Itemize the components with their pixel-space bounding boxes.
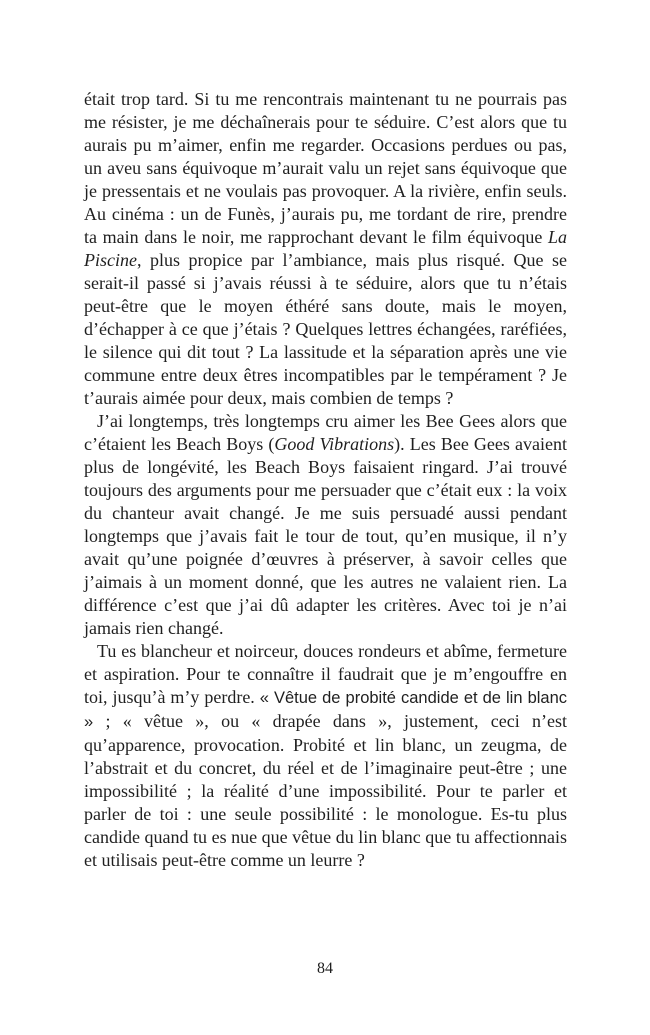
- paragraph-3-text-2: ; « vêtue », ou « drapée dans », justement, ceci n’est qu’apparence, provocation. Probité et lin blanc, un zeugma, de l’abstrait et du concret, du réel et de l’imaginaire peut-être ; une impossibilité ; la réalité d’une impossibilité. Pour te parler et parler de toi : une seule possibilité : le monologue. Es-tu plus candide quand tu es nue que vêtue du lin blanc que tu affectionnais et utilisais peut-être comme un leurre ?: [84, 711, 567, 870]
- page-body: [84, 88, 567, 872]
- quotation: « Vêtue de probité candide et de lin blanc »: [84, 689, 568, 731]
- paragraph-1-text-1: était trop tard. Si tu me rencontrais maintenant tu ne pourrais pas me résister, je me déchaînerais pour te séduire. C’est alors que tu aurais pu m’aimer, enfin me regarder. Occasions perdues ou pas, un aveu sans équivoque m’aurait valu un rejet sans équivoque que je pressentais et ne voulais pas provoquer. A la rivière, enfin seuls. Au cinéma : un de Funès, j’aurais pu, me tordant de rire, prendre ta main dans le noir, me rapprochant devant le film équivoque: [84, 89, 567, 247]
- paragraph-1: [84, 88, 567, 410]
- paragraph-2-text-2: ). Les Bee Gees avaient plus de longévité, les Beach Boys faisaient ringard. J’ai trouvé toujours des arguments pour me persuader que c’était eux : la voix du chanteur avait changé. Je me suis persuadé aussi pendant longtemps que j’avais fait le tour de tout, qu’en musique, il n’y avait qu’une poignée d’œuvres à préserver, à savoir celles que j’aimais à un moment donné, que les autres ne valaient rien. La différence c’est que j’ai dû adapter les critères. Avec toi je n’ai jamais rien changé.: [84, 434, 567, 638]
- paragraph-2: [84, 410, 567, 640]
- paragraph-2-text-1: J’ai longtemps, très longtemps cru aimer les Bee Gees alors que c’étaient les Beach Boys (: [84, 411, 567, 454]
- paragraph-3-text-1: Tu es blancheur et noirceur, douces rondeurs et abîme, fermeture et aspiration. Pour te connaître il faudrait que je m’engouffre en toi, jusqu’à m’y perdre.: [84, 641, 567, 707]
- paragraph-1-text-2: , plus propice par l’ambiance, mais plus risqué. Que se serait-il passé si j’avais réussi à te séduire, alors que tu n’étais peut-être que le moyen éthéré sans doute, mais le moyen, d’échapper à ce que j’étais ? Quelques lettres échangées, raréfiées, le silence qui dit tout ? La lassitude et la séparation après une vie commune entre deux êtres incompatibles par le tempérament ? Je t’aurais aimée pour deux, mais combien de temps ?: [84, 250, 567, 408]
- song-title-good-vibrations: Good Vibrations: [274, 434, 395, 454]
- film-title-la-piscine: La Piscine: [84, 227, 567, 270]
- paragraph-3: [84, 640, 567, 872]
- page-number: 84: [317, 960, 333, 977]
